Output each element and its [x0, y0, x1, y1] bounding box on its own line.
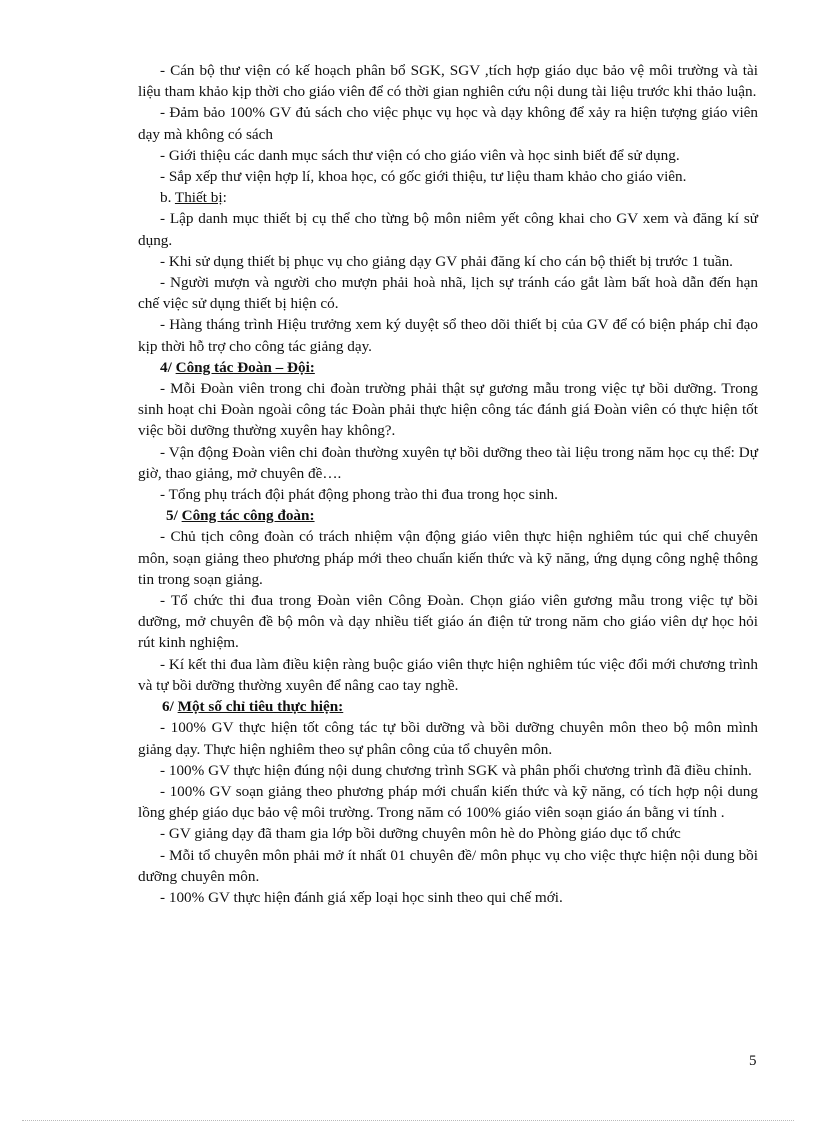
section-title: Công tác Đoàn – Đội: — [175, 358, 315, 376]
paragraph: - Tổng phụ trách đội phát động phong trào thi đua trong học sinh. — [160, 486, 558, 504]
subsection-heading — [138, 187, 758, 208]
subsection-prefix: b. — [160, 189, 175, 207]
paragraph: - Cán bộ thư viện có kế hoạch phân bổ SGK, SGV ,tích hợp giáo dục bảo vệ môi trường và tài liệu tham khảo kịp thời cho giáo viên để có thời gian nghiên cứu nội dung tài liệu trước khi thảo luận. — [138, 62, 758, 101]
paragraph: - 100% GV thực hiện đúng nội dung chương trình SGK và phân phối chương trình đã điều chỉnh. — [160, 761, 752, 779]
section-number: 4/ — [160, 358, 176, 376]
paragraph: - Mỗi tổ chuyên môn phải mở ít nhất 01 chuyên đề/ môn phục vụ cho việc thực hiện nội dung bồi dưỡng chuyên môn. — [138, 846, 758, 885]
section-title: Công tác công đoàn: — [181, 507, 315, 525]
paragraph: - Đảm bảo 100% GV đủ sách cho việc phục vụ học và dạy không để xảy ra hiện tượng giáo viên dạy mà không có sách — [138, 104, 758, 143]
page-bottom-divider — [22, 1120, 794, 1121]
paragraph: - Hàng tháng trình Hiệu trưởng xem ký duyệt sổ theo dõi thiết bị của GV để có biện pháp chỉ đạo kịp thời hỗ trợ cho công tác giảng dạy. — [138, 316, 758, 355]
paragraph: - Tổ chức thi đua trong Đoàn viên Công Đoàn. Chọn giáo viên gương mẫu trong việc tự bồi dưỡng, mở chuyên đề bộ môn và dạy nhiều tiết giáo án điện tử trong năm cho giáo viên dự học hỏi rút kinh nghiệm. — [138, 592, 758, 652]
paragraph: - Giới thiệu các danh mục sách thư viện có cho giáo viên và học sinh biết để sử dụng. — [160, 146, 680, 164]
paragraph: - 100% GV soạn giảng theo phương pháp mới chuẩn kiến thức và kỹ năng, có tích hợp nội dung lồng ghép giáo dục bảo vệ môi trường. Trong năm có 100% giáo viên soạn giáo án bằng vi tính . — [138, 782, 758, 822]
paragraph: - 100% GV thực hiện tốt công tác tự bồi dưỡng và bồi dưỡng chuyên môn theo bộ môn mình giảng dạy. Thực hiện nghiêm theo sự phân công của tổ chuyên môn. — [138, 719, 758, 758]
subsection-suffix: : — [222, 189, 227, 207]
paragraph: - Khi sử dụng thiết bị phục vụ cho giảng dạy GV phải đăng kí cho cán bộ thiết bị trước 1 tuần. — [160, 252, 733, 270]
section-heading — [138, 696, 758, 717]
paragraph: - Vận động Đoàn viên chi đoàn thường xuyên tự bồi dưỡng theo tài liệu trong năm học cụ thể: Dự giờ, thao giảng, mở chuyên đề…. — [138, 443, 758, 482]
paragraph: - Chủ tịch công đoàn có trách nhiệm vận động giáo viên thực hiện nghiêm túc qui chế chuyên môn, soạn giảng theo phương pháp mới theo chuẩn kiến thức và kỹ năng, ứng dụng công nghệ thông tin trong soạn giảng. — [138, 528, 758, 588]
page-number: 5 — [749, 1053, 757, 1069]
section-number: 6/ — [162, 698, 178, 716]
section-number: 5/ — [166, 507, 182, 525]
subsection-label: Thiết bị — [174, 189, 223, 207]
body-text — [138, 60, 758, 908]
section-title: Một số chỉ tiêu thực hiện: — [177, 698, 344, 716]
paragraph: - Lập danh mục thiết bị cụ thể cho từng bộ môn niêm yết công khai cho GV xem và đăng kí sử dụng. — [138, 210, 758, 249]
paragraph: - GV giảng dạy đã tham gia lớp bồi dưỡng chuyên môn hè do Phòng giáo dục tổ chức — [160, 825, 681, 843]
section-heading — [138, 505, 758, 526]
paragraph: - Mỗi Đoàn viên trong chi đoàn trường phải thật sự gương mẫu trong việc tự bồi dưỡng. Trong sinh hoạt chi Đoàn ngoài công tác Đoàn phải thực hiện công tác đánh giá Đoàn viên có thực hiện tốt việc bồi dưỡng thường xuyên hay không?. — [138, 380, 758, 440]
paragraph: - 100% GV thực hiện đánh giá xếp loại học sinh theo qui chế mới. — [160, 888, 563, 906]
paragraph: - Sắp xếp thư viện hợp lí, khoa học, có gốc giới thiệu, tư liệu tham khảo cho giáo viên. — [160, 168, 687, 186]
paragraph: - Kí kết thi đua làm điều kiện ràng buộc giáo viên thực hiện nghiêm túc việc đổi mới chương trình và tự bồi dưỡng thường xuyên để nâng cao tay nghề. — [138, 655, 758, 694]
paragraph: - Người mượn và người cho mượn phải hoà nhã, lịch sự tránh cáo gắt làm bất hoà dẫn đến hạn chế việc sử dụng thiết bị hiện có. — [138, 274, 758, 313]
section-heading — [138, 357, 758, 378]
